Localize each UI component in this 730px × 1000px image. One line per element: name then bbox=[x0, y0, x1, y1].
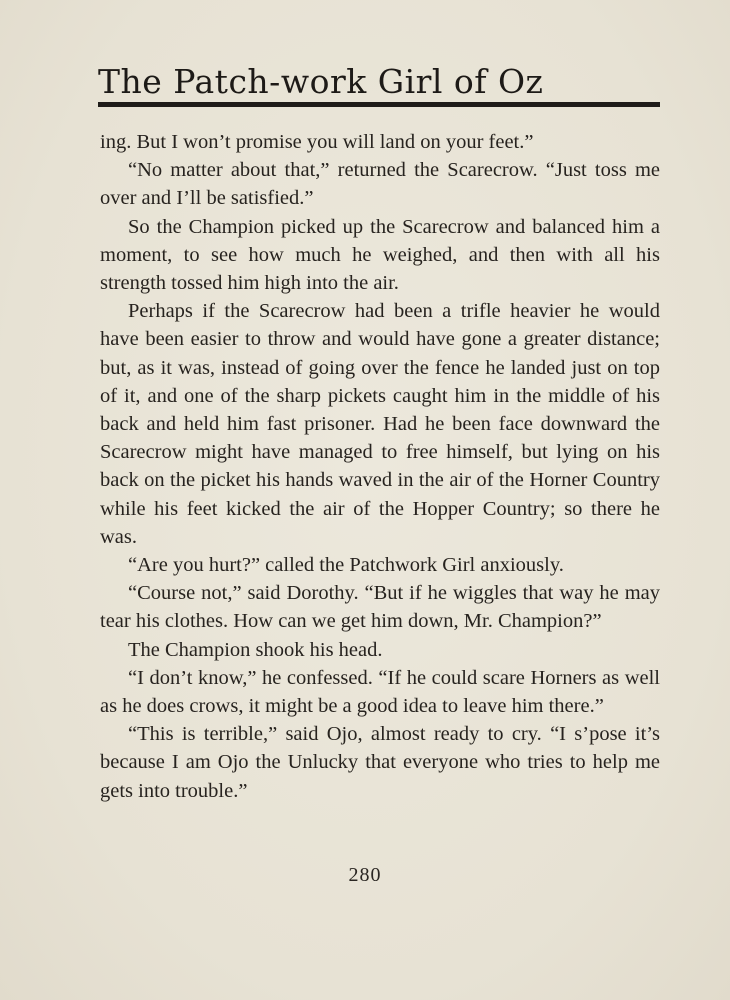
running-head-rule bbox=[98, 102, 660, 107]
paragraph: ing. But I won’t promise you will land on your feet.” bbox=[100, 131, 534, 153]
paragraph: “Are you hurt?” called the Patchwork Girl anxiously. bbox=[128, 554, 564, 577]
paragraph: “I don’t know,” he confessed. “If he could scare Horners as well as he does crows, it might be a good idea to leave him there.” bbox=[100, 666, 660, 718]
body-text bbox=[100, 128, 660, 805]
paragraph: “Course not,” said Dorothy. “But if he wiggles that way he may tear his clothes. How can we get him down, Mr. Champion?” bbox=[100, 582, 660, 633]
paragraph: Perhaps if the Scarecrow had been a trifle heavier he would have been easier to throw and would have gone a greater distance; but, as it was, instead of going over the fence he landed just on top of it, and one of the sharp pickets caught him in the middle of his back and held him fast prisoner. Had he been face downward the Scarecrow might have managed to free himself, but lying on his back on the picket his hands waved in the air of the Horner Country while his feet kicked the air of the Hopper Country; so there he was. bbox=[100, 300, 660, 548]
paragraph: “No matter about that,” returned the Scarecrow. “Just toss me over and I’ll be satisfied.” bbox=[100, 159, 660, 210]
paragraph: The Champion shook his head. bbox=[128, 638, 383, 661]
page-number: 280 bbox=[348, 864, 382, 886]
running-head: The Patch-work Girl of Oz bbox=[98, 62, 544, 101]
paragraph: So the Champion picked up the Scarecrow and balanced him a moment, to see how much he weighed, and then with all his strength tossed him high into the air. bbox=[100, 215, 660, 295]
paragraph: “This is terrible,” said Ojo, almost ready to cry. “I s’pose it’s because I am Ojo the Unlucky that everyone who tries to help me gets into trouble.” bbox=[100, 723, 660, 802]
